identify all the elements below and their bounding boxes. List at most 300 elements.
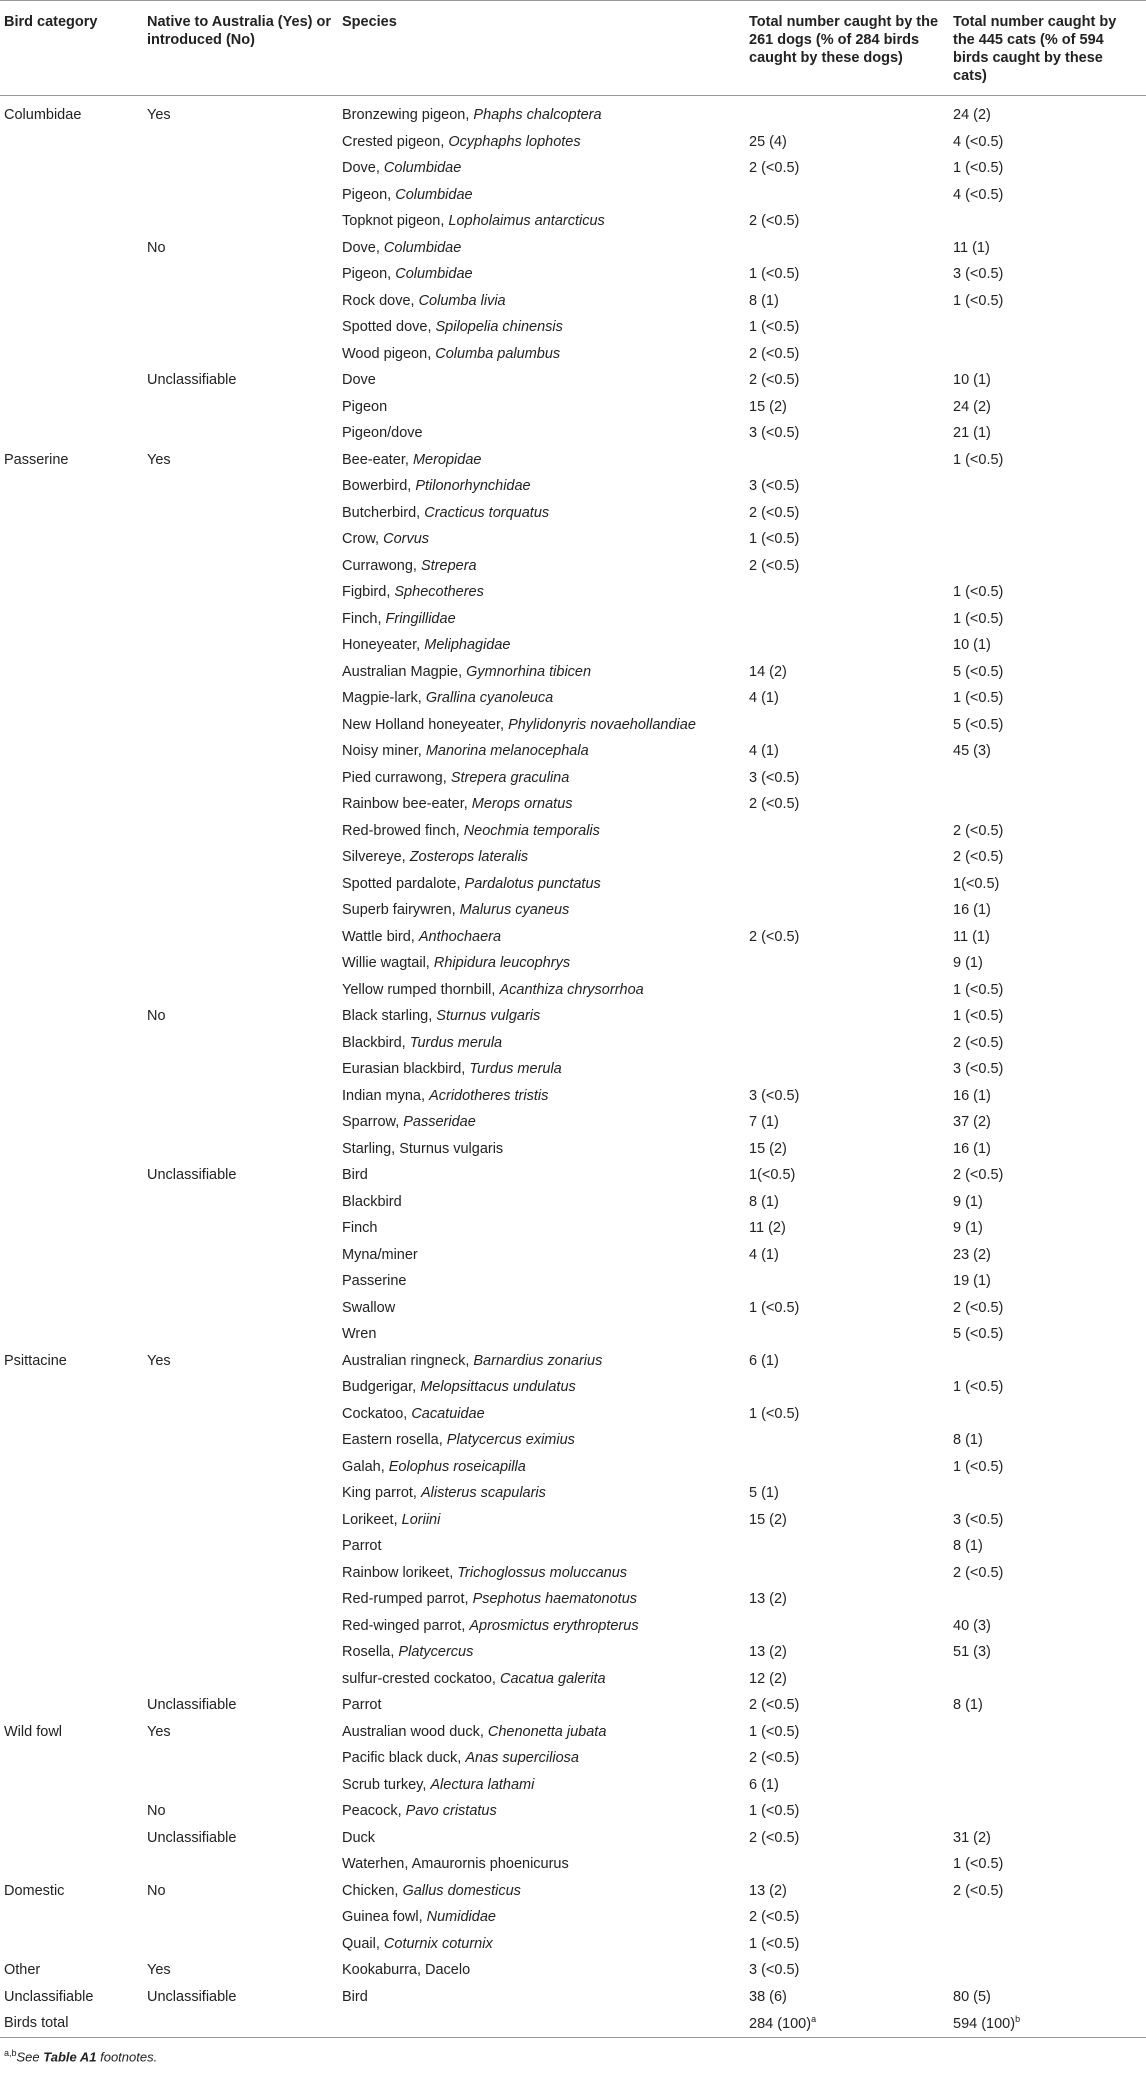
header-row bbox=[0, 1, 1146, 96]
table-row bbox=[0, 950, 1146, 977]
table-row bbox=[0, 129, 1146, 156]
cats-count-cell: 1 (<0.5) bbox=[953, 1008, 1004, 1025]
species-scientific-name: Meliphagidae bbox=[424, 637, 511, 654]
bird-category-cell bbox=[0, 606, 143, 633]
native-status-cell bbox=[143, 1931, 338, 1958]
dogs-count-cell: 3 (<0.5) bbox=[749, 1087, 800, 1104]
native-status-cell bbox=[143, 261, 338, 288]
species-common-name: Rosella, bbox=[342, 1644, 399, 1661]
species-common-name: Spotted dove, bbox=[342, 319, 436, 336]
species-scientific-name: Phylidonyris novaehollandiae bbox=[508, 716, 696, 733]
cats-count-cell bbox=[949, 1480, 1146, 1507]
species-cell bbox=[338, 1719, 745, 1746]
species-common-name: Rainbow lorikeet, bbox=[342, 1564, 458, 1581]
bird-category-cell bbox=[0, 1666, 143, 1693]
table-row bbox=[0, 394, 1146, 421]
species-scientific-name: Spilopelia chinensis bbox=[435, 319, 563, 336]
species-cell bbox=[338, 1507, 745, 1534]
cats-count-cell: 1 (<0.5) bbox=[953, 1856, 1004, 1873]
native-status-cell bbox=[143, 1215, 338, 1242]
species-common-name: Dove, bbox=[342, 239, 384, 256]
total-cats-value: 594 (100) bbox=[953, 2016, 1016, 2033]
dogs-count-cell: 4 (1) bbox=[749, 690, 779, 707]
species-scientific-name: Psephotus haematonotus bbox=[472, 1591, 638, 1608]
species-cell bbox=[338, 155, 745, 182]
bird-category-cell bbox=[0, 1480, 143, 1507]
table-row bbox=[0, 341, 1146, 368]
native-status-cell bbox=[143, 579, 338, 606]
total-dogs-footnote-marker: a bbox=[811, 2014, 817, 2025]
cats-count-cell bbox=[949, 500, 1146, 527]
dogs-count-cell: 15 (2) bbox=[749, 1140, 787, 1157]
species-common-name: Finch bbox=[342, 1220, 378, 1237]
table-row bbox=[0, 1401, 1146, 1428]
table-row bbox=[0, 1056, 1146, 1083]
cats-count-cell: 5 (<0.5) bbox=[953, 1326, 1004, 1343]
species-cell bbox=[338, 1692, 745, 1719]
bird-category-cell bbox=[0, 526, 143, 553]
cats-count-cell bbox=[949, 526, 1146, 553]
bird-category-cell bbox=[0, 977, 143, 1004]
footnote-marker: a,b bbox=[4, 2047, 17, 2058]
dogs-count-cell: 6 (1) bbox=[749, 1352, 779, 1369]
native-status-cell bbox=[143, 765, 338, 792]
dogs-count-cell: 3 (<0.5) bbox=[749, 478, 800, 495]
dogs-count-cell: 2 (<0.5) bbox=[749, 1697, 800, 1714]
table-row bbox=[0, 1957, 1146, 1984]
dogs-count-cell: 14 (2) bbox=[749, 663, 787, 680]
species-scientific-name: Fringillidae bbox=[385, 610, 456, 627]
species-common-name: Bee-eater, bbox=[342, 451, 413, 468]
species-common-name: Pigeon, bbox=[342, 186, 396, 203]
bird-category-cell bbox=[0, 500, 143, 527]
cats-count-cell: 16 (1) bbox=[953, 1140, 991, 1157]
native-status-cell: No bbox=[147, 1803, 166, 1820]
cats-count-cell bbox=[949, 1348, 1146, 1375]
cats-count-cell: 1 (<0.5) bbox=[953, 451, 1004, 468]
species-cell bbox=[338, 1560, 745, 1587]
species-common-name: Pied currawong, bbox=[342, 769, 451, 786]
species-common-name: Red-browed finch, bbox=[342, 822, 464, 839]
species-cell bbox=[338, 977, 745, 1004]
bird-category-cell bbox=[0, 1003, 143, 1030]
footnote-rest: footnotes. bbox=[96, 2048, 158, 2064]
bird-category-cell bbox=[0, 367, 143, 394]
bird-category-cell bbox=[0, 1798, 143, 1825]
species-cell bbox=[338, 1613, 745, 1640]
species-scientific-name: Melopsittacus undulatus bbox=[420, 1379, 576, 1396]
table-row bbox=[0, 553, 1146, 580]
species-cell bbox=[338, 1242, 745, 1269]
dogs-count-cell: 1 (<0.5) bbox=[749, 1803, 800, 1820]
species-cell bbox=[338, 1851, 745, 1878]
native-status-cell bbox=[143, 341, 338, 368]
dogs-count-cell: 2 (<0.5) bbox=[749, 1909, 800, 1926]
native-status-cell bbox=[143, 1586, 338, 1613]
species-cell bbox=[338, 1136, 745, 1163]
cats-count-cell: 31 (2) bbox=[953, 1829, 991, 1846]
species-scientific-name: Columbidae bbox=[383, 160, 462, 177]
dogs-count-cell bbox=[745, 1533, 949, 1560]
native-status-cell bbox=[143, 1242, 338, 1269]
species-common-name: Bird bbox=[342, 1988, 368, 2005]
dogs-count-cell bbox=[745, 182, 949, 209]
species-common-name: Bronzewing pigeon, bbox=[342, 107, 474, 124]
table-footnote bbox=[0, 2038, 1146, 2074]
bird-category-cell: Passerine bbox=[4, 451, 69, 468]
native-status-cell bbox=[143, 182, 338, 209]
cats-count-cell: 2 (<0.5) bbox=[953, 822, 1004, 839]
bird-category-cell bbox=[0, 1083, 143, 1110]
bird-category-cell: Wild fowl bbox=[4, 1723, 63, 1740]
species-common-name: Dove, bbox=[342, 160, 384, 177]
bird-category-cell bbox=[0, 235, 143, 262]
species-scientific-name: Ocyphaphs lophotes bbox=[448, 133, 581, 150]
species-cell bbox=[338, 579, 745, 606]
table-row bbox=[0, 1851, 1146, 1878]
bird-category-cell bbox=[0, 1560, 143, 1587]
native-status-cell bbox=[143, 129, 338, 156]
species-cell bbox=[338, 1984, 745, 2011]
cats-count-cell bbox=[949, 1931, 1146, 1958]
table-row bbox=[0, 1745, 1146, 1772]
species-common-name: Cockatoo, bbox=[342, 1405, 412, 1422]
species-common-name: Eastern rosella, bbox=[342, 1432, 447, 1449]
table-row bbox=[0, 1030, 1146, 1057]
dogs-count-cell: 3 (<0.5) bbox=[749, 425, 800, 442]
cats-count-cell: 1 (<0.5) bbox=[953, 981, 1004, 998]
table-row bbox=[0, 1878, 1146, 1905]
cats-count-cell: 4 (<0.5) bbox=[953, 133, 1004, 150]
dogs-count-cell: 4 (1) bbox=[749, 743, 779, 760]
species-scientific-name: Lopholaimus antarcticus bbox=[448, 213, 605, 230]
native-status-cell bbox=[143, 1533, 338, 1560]
dogs-count-cell bbox=[745, 712, 949, 739]
species-common-name: Black starling, bbox=[342, 1008, 437, 1025]
dogs-count-cell: 2 (<0.5) bbox=[749, 928, 800, 945]
species-scientific-name: Manorina melanocephala bbox=[425, 743, 589, 760]
cats-count-cell bbox=[949, 1904, 1146, 1931]
species-scientific-name: Gallus domesticus bbox=[402, 1882, 521, 1899]
cats-count-cell bbox=[949, 1772, 1146, 1799]
native-status-cell: Unclassifiable bbox=[147, 1829, 237, 1846]
table-row bbox=[0, 1480, 1146, 1507]
bird-category-cell bbox=[0, 685, 143, 712]
header-species: Species bbox=[338, 1, 745, 96]
species-cell bbox=[338, 871, 745, 898]
species-cell bbox=[338, 1321, 745, 1348]
species-scientific-name: Merops ornatus bbox=[471, 796, 573, 813]
dogs-count-cell: 3 (<0.5) bbox=[749, 1962, 800, 1979]
dogs-count-cell: 1 (<0.5) bbox=[749, 266, 800, 283]
table-row bbox=[0, 844, 1146, 871]
dogs-count-cell: 1 (<0.5) bbox=[749, 319, 800, 336]
cats-count-cell: 19 (1) bbox=[953, 1273, 991, 1290]
cats-count-cell bbox=[949, 1666, 1146, 1693]
species-common-name: Butcherbird, bbox=[342, 504, 425, 521]
species-cell bbox=[338, 1215, 745, 1242]
cats-count-cell: 11 (1) bbox=[953, 928, 990, 945]
table-row bbox=[0, 314, 1146, 341]
table-row bbox=[0, 1083, 1146, 1110]
cats-count-cell bbox=[949, 765, 1146, 792]
bird-category-cell bbox=[0, 844, 143, 871]
native-status-cell bbox=[143, 208, 338, 235]
bird-category-cell bbox=[0, 1931, 143, 1958]
species-common-name: Swallow bbox=[342, 1299, 396, 1316]
cats-count-cell bbox=[949, 314, 1146, 341]
species-common-name: Crow, bbox=[342, 531, 384, 548]
native-status-cell bbox=[143, 818, 338, 845]
cats-count-cell bbox=[949, 1798, 1146, 1825]
bird-category-cell bbox=[0, 341, 143, 368]
total-row bbox=[0, 2010, 1146, 2037]
species-common-name: Willie wagtail, bbox=[342, 955, 434, 972]
cats-count-cell: 1 (<0.5) bbox=[953, 1458, 1004, 1475]
species-cell bbox=[338, 738, 745, 765]
species-common-name: King parrot, bbox=[342, 1485, 421, 1502]
table-row bbox=[0, 235, 1146, 262]
table-header bbox=[0, 1, 1146, 96]
species-cell bbox=[338, 1003, 745, 1030]
species-cell bbox=[338, 1666, 745, 1693]
cats-count-cell: 2 (<0.5) bbox=[953, 849, 1004, 866]
bird-category-cell bbox=[0, 1639, 143, 1666]
species-cell bbox=[338, 1480, 745, 1507]
dogs-count-cell: 2 (<0.5) bbox=[749, 504, 800, 521]
species-scientific-name: Chenonetta jubata bbox=[487, 1723, 607, 1740]
cats-count-cell: 45 (3) bbox=[953, 743, 991, 760]
header-dogs-total: Total number caught by the 261 dogs (% of 284 birds caught by these dogs) bbox=[745, 1, 949, 96]
species-common-name: Kookaburra, Dacelo bbox=[342, 1962, 471, 1979]
cats-count-cell: 2 (<0.5) bbox=[953, 1882, 1004, 1899]
bird-category-cell: Other bbox=[4, 1962, 41, 1979]
table-row bbox=[0, 1772, 1146, 1799]
cats-count-cell: 2 (<0.5) bbox=[953, 1167, 1004, 1184]
table-row bbox=[0, 1374, 1146, 1401]
table-row bbox=[0, 897, 1146, 924]
native-status-cell bbox=[143, 394, 338, 421]
species-cell bbox=[338, 1825, 745, 1852]
cats-count-cell bbox=[949, 473, 1146, 500]
species-scientific-name: Cracticus torquatus bbox=[424, 504, 550, 521]
cats-count-cell: 5 (<0.5) bbox=[953, 716, 1004, 733]
table-row bbox=[0, 1215, 1146, 1242]
cats-count-cell: 1 (<0.5) bbox=[953, 690, 1004, 707]
species-scientific-name: Trichoglossus moluccanus bbox=[457, 1564, 628, 1581]
table-row bbox=[0, 1666, 1146, 1693]
native-status-cell: Unclassifiable bbox=[147, 1697, 237, 1714]
species-scientific-name: Ptilonorhynchidae bbox=[415, 478, 531, 495]
species-common-name: Finch, bbox=[342, 610, 386, 627]
dogs-count-cell bbox=[745, 844, 949, 871]
total-empty-cell bbox=[143, 2010, 338, 2037]
bird-category-cell bbox=[0, 1321, 143, 1348]
species-cell bbox=[338, 950, 745, 977]
table-row bbox=[0, 500, 1146, 527]
species-cell bbox=[338, 208, 745, 235]
bird-category-cell bbox=[0, 288, 143, 315]
species-common-name: Currawong, bbox=[342, 557, 421, 574]
native-status-cell bbox=[143, 155, 338, 182]
native-status-cell: Yes bbox=[147, 1723, 171, 1740]
species-common-name: Waterhen, Amaurornis phoenicurus bbox=[342, 1856, 569, 1873]
species-cell bbox=[338, 500, 745, 527]
species-common-name: Chicken, bbox=[342, 1882, 403, 1899]
bird-category-cell bbox=[0, 712, 143, 739]
table-row bbox=[0, 447, 1146, 474]
dogs-count-cell: 2 (<0.5) bbox=[749, 1829, 800, 1846]
species-common-name: Myna/miner bbox=[342, 1246, 418, 1263]
species-common-name: Blackbird, bbox=[342, 1034, 410, 1051]
bird-category-cell bbox=[0, 1242, 143, 1269]
species-common-name: Noisy miner, bbox=[342, 743, 426, 760]
cats-count-cell: 37 (2) bbox=[953, 1114, 991, 1131]
native-status-cell bbox=[143, 473, 338, 500]
cats-count-cell: 4 (<0.5) bbox=[953, 186, 1004, 203]
native-status-cell bbox=[143, 1454, 338, 1481]
species-common-name: Starling, Sturnus vulgaris bbox=[342, 1140, 504, 1157]
species-common-name: Sparrow, bbox=[342, 1114, 404, 1131]
native-status-cell bbox=[143, 553, 338, 580]
species-common-name: Wood pigeon, bbox=[342, 345, 436, 362]
dogs-count-cell: 8 (1) bbox=[749, 292, 779, 309]
species-scientific-name: Columba palumbus bbox=[435, 345, 561, 362]
bird-category-cell bbox=[0, 950, 143, 977]
dogs-count-cell bbox=[745, 1374, 949, 1401]
bird-category-cell bbox=[0, 394, 143, 421]
table-row bbox=[0, 977, 1146, 1004]
species-scientific-name: Meropidae bbox=[412, 451, 482, 468]
species-scientific-name: Gymnorhina tibicen bbox=[466, 663, 592, 680]
native-status-cell bbox=[143, 1639, 338, 1666]
table-row bbox=[0, 924, 1146, 951]
native-status-cell: Unclassifiable bbox=[147, 1988, 237, 2005]
cats-count-cell: 8 (1) bbox=[953, 1538, 983, 1555]
species-cell bbox=[338, 765, 745, 792]
species-cell bbox=[338, 1374, 745, 1401]
dogs-count-cell bbox=[745, 632, 949, 659]
dogs-count-cell: 2 (<0.5) bbox=[749, 796, 800, 813]
dogs-count-cell bbox=[745, 977, 949, 1004]
species-cell bbox=[338, 1957, 745, 1984]
bird-category-cell bbox=[0, 1215, 143, 1242]
bird-category-cell bbox=[0, 1507, 143, 1534]
cats-count-cell: 9 (1) bbox=[953, 1193, 983, 1210]
species-scientific-name: Alectura lathami bbox=[430, 1776, 535, 1793]
species-scientific-name: Zosterops lateralis bbox=[409, 849, 529, 866]
species-common-name: Scrub turkey, bbox=[342, 1776, 431, 1793]
species-cell bbox=[338, 288, 745, 315]
table-row bbox=[0, 685, 1146, 712]
bird-category-cell bbox=[0, 659, 143, 686]
species-common-name: Pacific black duck, bbox=[342, 1750, 466, 1767]
species-scientific-name: Malurus cyaneus bbox=[459, 902, 570, 919]
species-cell bbox=[338, 924, 745, 951]
table-row bbox=[0, 182, 1146, 209]
species-scientific-name: Platycercus bbox=[398, 1644, 474, 1661]
header-bird-category: Bird category bbox=[0, 1, 143, 96]
cats-count-cell: 9 (1) bbox=[953, 1220, 983, 1237]
table-row bbox=[0, 1295, 1146, 1322]
species-cell bbox=[338, 1030, 745, 1057]
dogs-count-cell bbox=[745, 1427, 949, 1454]
species-scientific-name: Sturnus vulgaris bbox=[436, 1008, 541, 1025]
native-status-cell: No bbox=[147, 1008, 166, 1025]
dogs-count-cell bbox=[745, 96, 949, 129]
species-scientific-name: Cacatuidae bbox=[411, 1405, 485, 1422]
species-cell bbox=[338, 1268, 745, 1295]
table-row bbox=[0, 1719, 1146, 1746]
dogs-count-cell: 1(<0.5) bbox=[749, 1167, 796, 1184]
species-common-name: Honeyeater, bbox=[342, 637, 425, 654]
species-cell bbox=[338, 1931, 745, 1958]
native-status-cell bbox=[143, 1109, 338, 1136]
native-status-cell bbox=[143, 1030, 338, 1057]
dogs-count-cell: 13 (2) bbox=[749, 1591, 787, 1608]
species-common-name: Australian wood duck, bbox=[342, 1723, 488, 1740]
species-common-name: Galah, bbox=[342, 1458, 389, 1475]
total-dogs-value: 284 (100) bbox=[749, 2016, 812, 2033]
dogs-count-cell bbox=[745, 1560, 949, 1587]
native-status-cell: Unclassifiable bbox=[147, 372, 237, 389]
table-row bbox=[0, 367, 1146, 394]
species-cell bbox=[338, 1348, 745, 1375]
species-cell bbox=[338, 632, 745, 659]
native-status-cell bbox=[143, 1321, 338, 1348]
native-status-cell bbox=[143, 420, 338, 447]
total-empty-cell bbox=[338, 2010, 745, 2037]
cats-count-cell bbox=[949, 1401, 1146, 1428]
total-cats-cell bbox=[949, 2010, 1146, 2037]
dogs-count-cell bbox=[745, 1003, 949, 1030]
bird-category-cell bbox=[0, 1189, 143, 1216]
native-status-cell bbox=[143, 1560, 338, 1587]
species-scientific-name: Sphecotheres bbox=[394, 584, 484, 601]
species-cell bbox=[338, 606, 745, 633]
cats-count-cell: 16 (1) bbox=[953, 1087, 991, 1104]
table-row bbox=[0, 1454, 1146, 1481]
native-status-cell bbox=[143, 924, 338, 951]
species-scientific-name: Anas superciliosa bbox=[465, 1750, 579, 1767]
species-scientific-name: Pavo cristatus bbox=[405, 1803, 497, 1820]
cats-count-cell: 1 (<0.5) bbox=[953, 584, 1004, 601]
bird-category-cell bbox=[0, 924, 143, 951]
dogs-count-cell: 25 (4) bbox=[749, 133, 787, 150]
dogs-count-cell: 5 (1) bbox=[749, 1485, 779, 1502]
species-scientific-name: Coturnix coturnix bbox=[383, 1935, 493, 1952]
bird-category-cell bbox=[0, 1533, 143, 1560]
total-dogs-cell bbox=[745, 2010, 949, 2037]
bird-category-cell bbox=[0, 1136, 143, 1163]
dogs-count-cell: 3 (<0.5) bbox=[749, 769, 800, 786]
bird-category-cell bbox=[0, 632, 143, 659]
dogs-count-cell: 1 (<0.5) bbox=[749, 1723, 800, 1740]
bird-category-cell bbox=[0, 765, 143, 792]
native-status-cell bbox=[143, 738, 338, 765]
cats-count-cell: 9 (1) bbox=[953, 955, 983, 972]
bird-category-cell bbox=[0, 818, 143, 845]
bird-category-cell bbox=[0, 182, 143, 209]
species-cell bbox=[338, 712, 745, 739]
cats-count-cell: 3 (<0.5) bbox=[953, 1061, 1004, 1078]
bird-category-cell bbox=[0, 1772, 143, 1799]
bird-category-cell bbox=[0, 1401, 143, 1428]
table-row bbox=[0, 791, 1146, 818]
table-row bbox=[0, 1507, 1146, 1534]
native-status-cell bbox=[143, 685, 338, 712]
species-cell bbox=[338, 367, 745, 394]
